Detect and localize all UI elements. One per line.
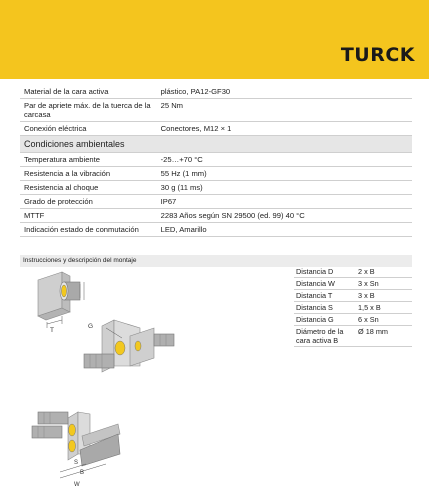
dimension-value: 3 x B [356,290,412,302]
dimension-value: 2 x B [356,266,412,278]
dimension-value: 6 x Sn [356,314,412,326]
spec-table [20,85,412,237]
dim-label-s: S [74,460,79,466]
dimension-value: 3 x Sn [356,278,412,290]
spec-value: 25 Nm [157,99,412,122]
dimension-row [294,278,412,290]
spec-label: Indicación estado de conmutación [20,223,157,237]
dim-label-g: G [88,323,94,330]
dimension-name: Distancia D [294,266,356,278]
spec-label: Grado de protección [20,195,157,209]
dimension-name: Diámetro de la cara activa B [294,326,356,347]
dimension-row [294,302,412,314]
spec-value: LED, Amarillo [157,223,412,237]
spec-value: Conectores, M12 × 1 [157,122,412,136]
opposed-mount-diagram [32,412,120,488]
spec-value: -25…+70 °C [157,153,412,167]
spec-row [20,195,412,209]
brand-header-band [0,0,429,79]
dimension-value: 1,5 x B [356,302,412,314]
spec-label: Par de apriete máx. de la tuerca de la carcasa [20,99,157,122]
dim-label-b: B [80,470,85,476]
turck-logo: TURCK [340,44,415,66]
spec-row [20,85,412,99]
spec-row [20,153,412,167]
spec-value: IP67 [157,195,412,209]
dimension-name: Distancia G [294,314,356,326]
spec-row [20,181,412,195]
spec-value: plástico, PA12-GF30 [157,85,412,99]
mounting-illustration [20,268,290,500]
dimension-name: Distancia W [294,278,356,290]
spec-row [20,122,412,136]
dimension-value: Ø 18 mm [356,326,412,347]
spec-label: Material de la cara activa [20,85,157,99]
spec-row [20,223,412,237]
spec-row [20,99,412,122]
side-mount-diagram [84,320,174,372]
dimension-name: Distancia S [294,302,356,314]
dim-label-t: T [50,327,54,334]
spec-label: Temperatura ambiente [20,153,157,167]
spec-row [20,209,412,223]
dimension-table [294,266,412,347]
spec-value: 2283 Años según SN 29500 (ed. 99) 40 °C [157,209,412,223]
spec-section-title: Condiciones ambientales [20,136,412,153]
spec-label: Conexión eléctrica [20,122,157,136]
spec-section-row [20,136,412,153]
dimension-row [294,290,412,302]
dim-label-w: W [74,482,80,488]
mounting-section-header: Instrucciones y descripción del montaje [20,255,412,267]
dimension-row [294,326,412,347]
spec-row [20,167,412,181]
dimension-row [294,266,412,278]
dimension-name: Distancia T [294,290,356,302]
flush-mount-diagram [38,272,84,334]
spec-label: MTTF [20,209,157,223]
spec-value: 30 g (11 ms) [157,181,412,195]
dimension-row [294,314,412,326]
spec-label: Resistencia al choque [20,181,157,195]
spec-value: 55 Hz (1 mm) [157,167,412,181]
spec-label: Resistencia a la vibración [20,167,157,181]
